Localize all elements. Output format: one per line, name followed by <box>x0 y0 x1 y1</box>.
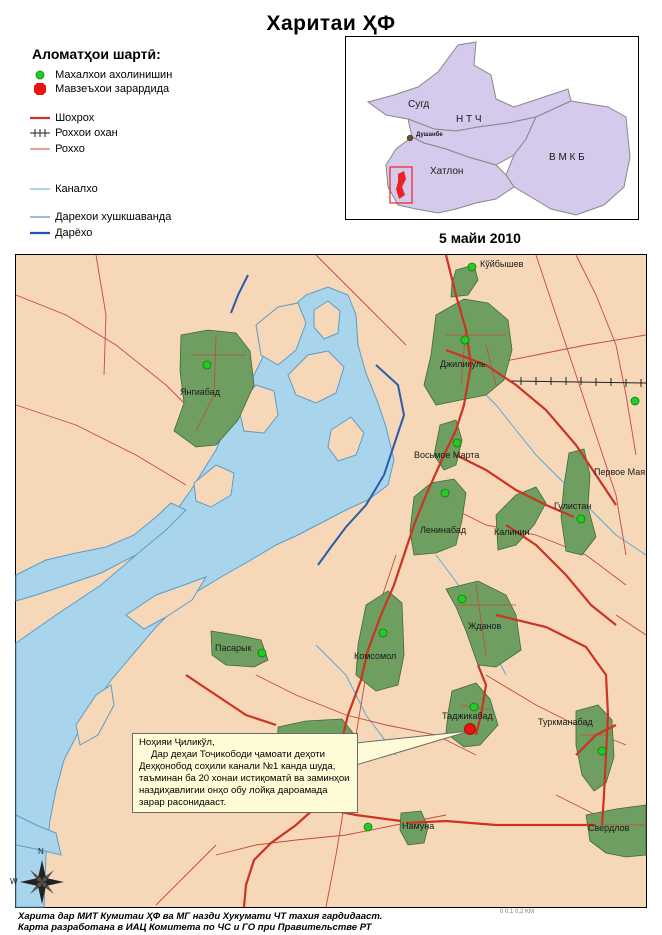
settlement-dot <box>470 703 478 711</box>
settlement-jilikul <box>424 299 512 405</box>
place-label-yangiabad: Янгиабад <box>180 387 220 397</box>
footer-credit-tajik: Харита дар МИТ Кумитаи ҲФ ва МГ назди Хукумати ЧТ тахия гардидааст. <box>18 911 383 922</box>
canal-line-icon <box>30 182 52 196</box>
road-line-icon <box>30 142 52 156</box>
legend-item-roads: Роххо <box>30 142 85 156</box>
settlement-dot <box>364 823 372 831</box>
legend-item-seasonal-rivers: Дарехои хушкшаванда <box>30 210 171 224</box>
inset-map <box>345 36 639 220</box>
footer-credit-russian: Карта разработана в ИАЦ Комитета по ЧС и ГО при Правительстве РТ <box>18 922 372 933</box>
canal-line <box>466 375 646 555</box>
highway-road <box>186 675 276 725</box>
legend-item-canals: Каналхо <box>30 182 98 196</box>
place-label-gulistan: Гулистан <box>554 501 592 511</box>
inset-label-sughd: Сугд <box>408 99 430 110</box>
map-date: 5 майи 2010 <box>439 230 521 246</box>
railway-line-icon <box>30 126 52 140</box>
place-label-turkmanabad: Туркманабад <box>538 717 593 727</box>
river-line <box>231 275 248 313</box>
affected-site-marker <box>465 724 476 735</box>
incident-callout <box>132 733 358 813</box>
legend-item-settlements: Махалхои ахолинишин <box>30 68 172 82</box>
settlement-dot <box>379 629 387 637</box>
highway-road <box>506 525 616 625</box>
place-label-vosmoe-marta: Восьмое Марта <box>414 450 480 460</box>
place-label-namuna: Намуна <box>402 821 435 831</box>
railway-line <box>511 377 646 387</box>
compass-north-label: N <box>38 847 44 856</box>
seasonal-river-line-icon <box>30 210 52 224</box>
callout-body: Дар деҳаи Тоҷикободи ҷамоати деҳоти Деҳқонобод соҳили канали №1 канда шуда, таъминан ба 20 хонаи истиқоматӣ ва заминҳои наздиҳавлигии онҳо обу лойқа дароамада зарар расонидааст. <box>139 749 350 808</box>
inset-country-map <box>346 37 638 219</box>
legend-item-rivers: Дарёхо <box>30 226 92 240</box>
place-label-kalinin: Калинин <box>494 527 530 537</box>
river-line-icon <box>30 226 52 240</box>
inset-label-vmkb: В М К Б <box>549 152 585 163</box>
settlement-dot <box>203 361 211 369</box>
legend-item-affected: Мавзеъхои зарардида <box>30 82 169 96</box>
callout-heading: Ноҳияи Ҷиликўл, <box>139 737 215 748</box>
place-label-zhdanov: Жданов <box>468 621 502 631</box>
place-label-kuibyshev: Кўйбышев <box>480 259 524 269</box>
inset-label-khatlon: Хатлон <box>430 166 464 177</box>
place-label-pasaryk: Пасарык <box>215 643 252 653</box>
place-label-komsomol: Комсомол <box>354 651 397 661</box>
settlement-dot <box>441 489 449 497</box>
place-label-jilikul: Джиликуль <box>440 359 486 369</box>
legend-item-highway: Шохрох <box>30 111 94 125</box>
green-dot-icon <box>30 68 52 82</box>
settlement-dot <box>468 263 476 271</box>
place-label-tajikabad: Таджикабад <box>442 711 493 721</box>
legend-title: Аломатҳои шартӣ: <box>32 46 161 62</box>
highway-road <box>406 821 596 825</box>
callout-pointer <box>356 731 470 765</box>
settlement-dot <box>461 336 469 344</box>
compass-west-label: W <box>10 877 18 886</box>
settlement-kalinin <box>496 487 546 550</box>
settlement-dot <box>577 515 585 523</box>
settlement-dot <box>631 397 639 405</box>
legend-item-railway: Роххои охан <box>30 126 118 140</box>
map-title: Харитаи ҲФ <box>266 12 396 35</box>
place-label-pervoe-maya: Первое Мая <box>594 467 646 477</box>
settlement-komsomol <box>356 591 404 691</box>
settlement-leninabad <box>410 479 466 555</box>
scale-bar-label: 0 0,1 0,2 KM <box>500 909 535 915</box>
inset-label-capital: Душанбе <box>416 132 443 138</box>
inset-capital-dot <box>407 135 413 141</box>
red-octagon-icon <box>30 82 52 96</box>
settlement-dot <box>458 595 466 603</box>
place-label-sverdlov: Свердлов <box>588 823 630 833</box>
settlement-dot <box>453 439 461 447</box>
highway-line-icon <box>30 111 52 125</box>
inset-label-ntch: Н Т Ч <box>456 114 482 125</box>
place-label-leninabad: Ленинабад <box>420 525 467 535</box>
settlement-dot <box>258 649 266 657</box>
settlement-dot <box>598 747 606 755</box>
